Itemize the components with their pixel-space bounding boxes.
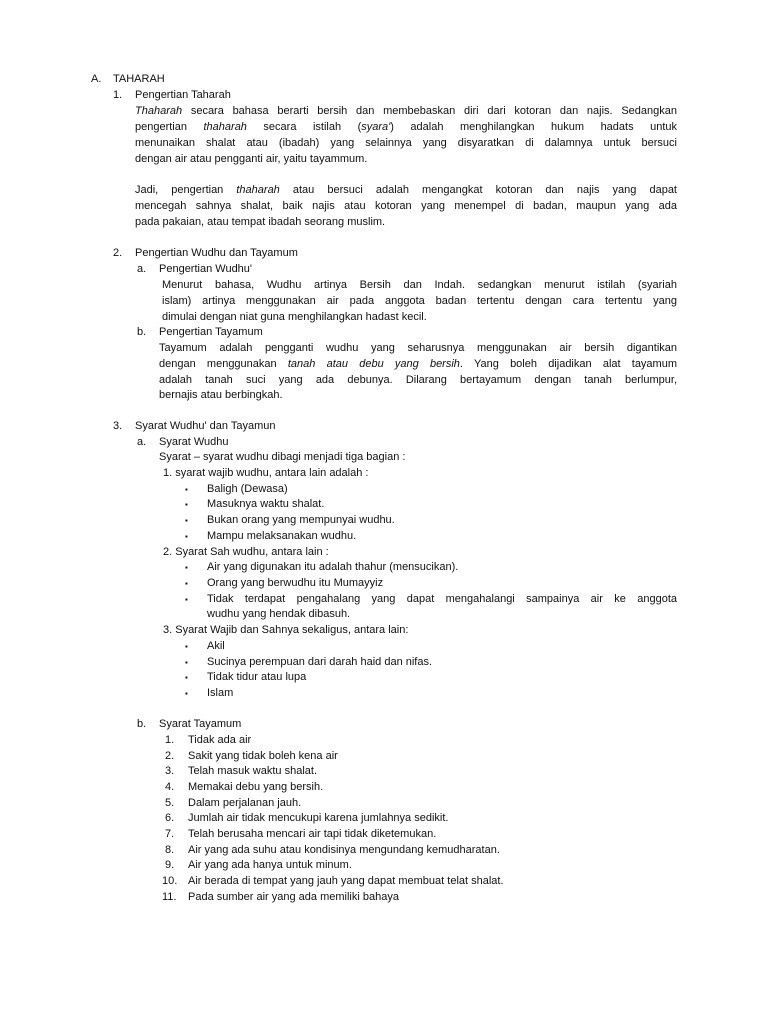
sub-item-title: Pengertian Tayamum bbox=[159, 326, 263, 338]
list-item: Sakit yang tidak boleh kena air bbox=[188, 750, 338, 762]
bullet-icon: ▪ bbox=[185, 689, 188, 698]
list-number: 9. bbox=[165, 859, 175, 871]
bullet-icon: ▪ bbox=[185, 500, 188, 509]
group-title: 3. Syarat Wajib dan Sahnya sekaligus, antara lain: bbox=[163, 624, 409, 636]
list-item: Dalam perjalanan jauh. bbox=[188, 797, 302, 809]
list-item: Masuknya waktu shalat. bbox=[207, 498, 325, 510]
list-item: Akil bbox=[207, 640, 225, 652]
list-item: Sucinya perempuan dari darah haid dan nifas. bbox=[207, 656, 433, 668]
paragraph-line: mencegah sahnya shalat, baik najis atau kotoran yang menempel di badan, maupun yang ada bbox=[135, 200, 677, 212]
list-item: Islam bbox=[207, 687, 234, 699]
list-item-continuation: wudhu yang hendak dibasuh. bbox=[207, 608, 351, 620]
bullet-icon: ▪ bbox=[185, 595, 188, 604]
list-number: 10. bbox=[162, 875, 178, 887]
list-item: Air berada di tempat yang jauh yang dapat membuat telat shalat. bbox=[188, 875, 504, 887]
list-item: Mampu melaksanakan wudhu. bbox=[207, 530, 357, 542]
list-item: Tidak terdapat pengahalang yang dapat mengahalangi sampainya air ke anggota bbox=[207, 593, 677, 605]
bullet-icon: ▪ bbox=[185, 563, 188, 572]
paragraph-line: menunaikan shalat atau (ibadah) yang selainnya yang disyaratkan di dalamnya untuk bersuci bbox=[135, 137, 677, 149]
paragraph-line: pada pakaian, atau tempat ibadah seorang muslim. bbox=[135, 216, 386, 228]
list-number: 5. bbox=[165, 797, 175, 809]
section-title: TAHARAH bbox=[113, 73, 165, 85]
sub-item-title: Syarat Wudhu bbox=[159, 436, 229, 448]
group-title: 1. syarat wajib wudhu, antara lain adalah : bbox=[163, 467, 369, 479]
list-item: Pada sumber air yang ada memiliki bahaya bbox=[188, 891, 399, 903]
bullet-icon: ▪ bbox=[185, 485, 188, 494]
paragraph-line: bernajis atau berbingkah. bbox=[159, 389, 283, 401]
item-letter: b. bbox=[137, 718, 147, 730]
bullet-icon: ▪ bbox=[185, 532, 188, 541]
list-item: Jumlah air tidak mencukupi karena jumlahnya sedikit. bbox=[188, 812, 449, 824]
paragraph-line: adalah tanah suci yang ada debunya. Dilarang bertayamum dengan tanah berlumpur, bbox=[159, 374, 677, 386]
item-number: 3. bbox=[113, 420, 123, 432]
list-item: Air yang ada hanya untuk minum. bbox=[188, 859, 352, 871]
paragraph-line: dengan air atau pengganti air, yaitu tayammum. bbox=[135, 153, 368, 165]
list-item: Orang yang berwudhu itu Mumayyiz bbox=[207, 577, 384, 589]
paragraph-line: islam) artinya menggunakan air pada anggota badan tertentu dengan cara tertentu yang bbox=[162, 295, 677, 307]
bullet-icon: ▪ bbox=[185, 673, 188, 682]
paragraph-line: dimulai dengan niat guna menghilangkan hadast kecil. bbox=[162, 311, 427, 323]
bullet-icon: ▪ bbox=[185, 642, 188, 651]
list-number: 7. bbox=[165, 828, 175, 840]
paragraph-line: pengertian thaharah secara istilah (syara') adalah menghilangkan hukum hadats untuk bbox=[135, 121, 678, 133]
item-letter: a. bbox=[137, 263, 147, 275]
bullet-icon: ▪ bbox=[185, 658, 188, 667]
list-item: Tidak ada air bbox=[188, 734, 252, 746]
list-item: Air yang ada suhu atau kondisinya mengundang kemudharatan. bbox=[188, 844, 500, 856]
list-number: 3. bbox=[165, 765, 175, 777]
subsection-title: Pengertian Wudhu dan Tayamum bbox=[135, 247, 298, 259]
list-number: 2. bbox=[165, 750, 175, 762]
list-item: Telah masuk waktu shalat. bbox=[188, 765, 318, 777]
list-item: Telah berusaha mencari air tapi tidak diketemukan. bbox=[188, 828, 437, 840]
list-item: Memakai debu yang bersih. bbox=[188, 781, 324, 793]
bullet-icon: ▪ bbox=[185, 579, 188, 588]
list-item: Baligh (Dewasa) bbox=[207, 483, 288, 495]
group-title: 2. Syarat Sah wudhu, antara lain : bbox=[163, 546, 329, 558]
sub-item-title: Syarat Tayamum bbox=[159, 718, 242, 730]
paragraph-line: Jadi, pengertian thaharah atau bersuci adalah mengangkat kotoran dan najis yang dapat bbox=[135, 184, 677, 196]
paragraph-line: dengan menggunakan tanah atau debu yang bersih. Yang boleh dijadikan alat tayamum bbox=[159, 358, 677, 370]
subsection-title: Syarat Wudhu' dan Tayamun bbox=[135, 420, 276, 432]
item-letter: b. bbox=[137, 326, 147, 338]
list-number: 6. bbox=[165, 812, 175, 824]
item-letter: a. bbox=[137, 436, 147, 448]
bullet-icon: ▪ bbox=[185, 516, 188, 525]
paragraph-line: Menurut bahasa, Wudhu artinya Bersih dan Indah. sedangkan menurut istilah (syariah bbox=[162, 279, 677, 291]
list-item: Bukan orang yang mempunyai wudhu. bbox=[207, 514, 395, 526]
list-item: Air yang digunakan itu adalah thahur (mensucikan). bbox=[207, 561, 459, 573]
paragraph-line: Syarat – syarat wudhu dibagi menjadi tiga bagian : bbox=[159, 451, 406, 463]
list-item: Tidak tidur atau lupa bbox=[207, 671, 307, 683]
list-number: 11. bbox=[162, 891, 177, 903]
list-number: 8. bbox=[165, 844, 175, 856]
list-number: 4. bbox=[165, 781, 175, 793]
sub-item-title: Pengertian Wudhu' bbox=[159, 263, 253, 275]
list-number: 1. bbox=[165, 734, 175, 746]
paragraph-line: Tayamum adalah pengganti wudhu yang seharusnya menggunakan air bersih digantikan bbox=[159, 342, 677, 354]
section-label: A. bbox=[91, 73, 102, 85]
item-number: 2. bbox=[113, 247, 123, 259]
subsection-title: Pengertian Taharah bbox=[135, 89, 231, 101]
item-number: 1. bbox=[113, 89, 123, 101]
paragraph-line: Thaharah secara bahasa berarti bersih dan membebaskan diri dari kotoran dan najis. Sedangkan bbox=[135, 105, 677, 117]
